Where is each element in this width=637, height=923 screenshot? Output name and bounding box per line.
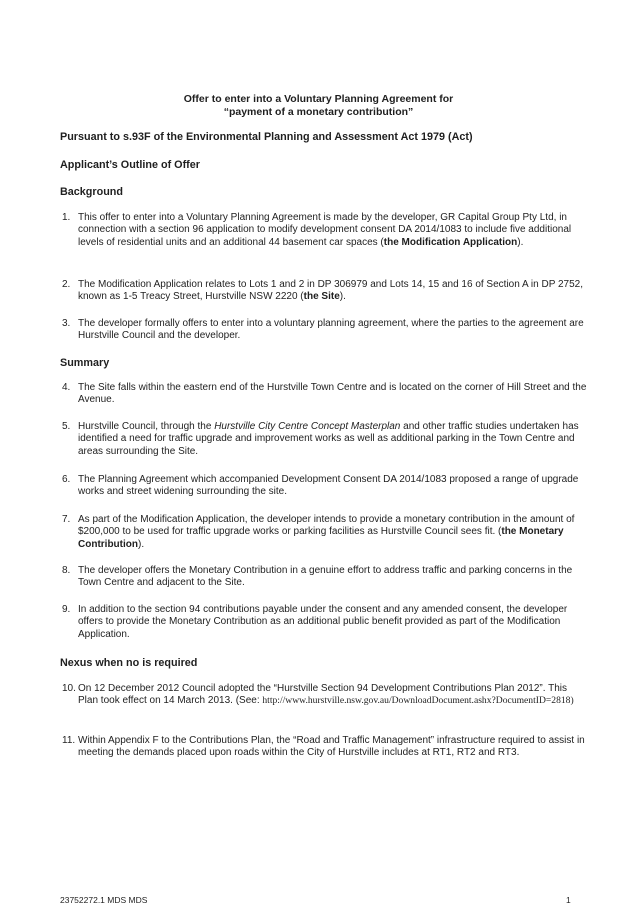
text-run: This offer to enter into a Voluntary Planning Agreement is made by the developer, GR Capital Group Pty Ltd, in connection with a section 96 application to modify development consent DA 2014/1083 to include five additional levels of residential units and an additional 44 basement car spaces ( bbox=[78, 212, 572, 248]
text-run: Within Appendix F to the Contributions Plan, the “Road and Traffic Management” infrastructure required to assist in meeting the demands placed upon roads within the City of Hurstville includes at RT1, RT2 and RT3. bbox=[78, 735, 585, 759]
paragraph-text bbox=[78, 318, 588, 343]
defined-term: the Site bbox=[303, 291, 340, 303]
defined-term: the Monetary Contribution bbox=[78, 526, 564, 550]
paragraph-text bbox=[78, 382, 588, 407]
nexus-heading: Nexus when no is required bbox=[60, 657, 198, 669]
text-run: The developer formally offers to enter into a voluntary planning agreement, where the parties to the agreement are Hurstville Council and the developer. bbox=[78, 318, 584, 342]
document-title-line-2: “payment of a monetary contribution” bbox=[223, 106, 414, 118]
footer-doc-ref: 23752272.1 MDS MDS bbox=[60, 895, 148, 905]
text-run: The Modification Application relates to Lots 1 and 2 in DP 306979 and Lots 14, 15 and 16 of Section A in DP 2752, known as 1-5 Treacy Street, Hurstville NSW 2220 ( bbox=[78, 279, 583, 303]
paragraph-text bbox=[78, 604, 588, 641]
text-run: ). bbox=[517, 236, 524, 248]
text-run: In addition to the section 94 contributions payable under the consent and any amended consent, the developer offers to provide the Monetary Contribution as an additional public benefit provided as part of the Modification Application. bbox=[78, 604, 568, 640]
text-run: The Planning Agreement which accompanied Development Consent DA 2014/1083 proposed a range of upgrade works and street widening surrounding the site. bbox=[78, 474, 579, 498]
paragraph-number: 4. bbox=[62, 382, 71, 393]
paragraph-text bbox=[78, 514, 588, 551]
paragraph-text bbox=[78, 735, 588, 760]
defined-term: the Modification Application bbox=[383, 236, 518, 248]
outline-heading: Applicant’s Outline of Offer bbox=[60, 159, 200, 171]
text-run: ). bbox=[137, 538, 145, 550]
paragraph-number: 9. bbox=[62, 604, 71, 615]
document-title-reference: Hurstville City Centre Concept Masterplan bbox=[214, 421, 401, 432]
paragraph-number: 6. bbox=[62, 474, 71, 485]
background-heading: Background bbox=[60, 186, 123, 198]
paragraph-number: 7. bbox=[62, 514, 71, 525]
paragraph-text bbox=[78, 565, 588, 590]
footer-page-number: 1 bbox=[566, 895, 571, 905]
paragraph-number: 11. bbox=[62, 735, 76, 746]
subtitle-heading: Pursuant to s.93F of the Environmental Planning and Assessment Act 1979 (Act) bbox=[60, 131, 473, 143]
text-run: On 12 December 2012 Council adopted the “Hurstville Section 94 Development Contributions Plan 2012”. This Plan took effect on 14 March 2013. (See: bbox=[78, 683, 567, 707]
document-title-line-1: Offer to enter into a Voluntary Planning Agreement for bbox=[183, 93, 454, 105]
text-run: ). bbox=[339, 291, 346, 303]
text-run: The Site falls within the eastern end of the Hurstville Town Centre and is located on the corner of Hill Street and the Avenue. bbox=[78, 382, 587, 406]
paragraph-text bbox=[78, 474, 588, 499]
text-run: Hurstville Council, through the bbox=[78, 421, 215, 432]
text-run: The developer offers the Monetary Contribution in a genuine effort to address traffic and parking concerns in the Town Centre and adjacent to the Site. bbox=[78, 565, 573, 589]
paragraph-number: 8. bbox=[62, 565, 71, 576]
paragraph-text bbox=[78, 279, 588, 304]
paragraph-text bbox=[78, 683, 588, 708]
text-run: As part of the Modification Application, the developer intends to provide a monetary contribution in the amount of $200,000 to be used for traffic upgrade works or parking facilities as Hurstville Council sees fit. ( bbox=[78, 514, 575, 538]
paragraph-text bbox=[78, 212, 588, 249]
paragraph-number: 2. bbox=[62, 279, 71, 290]
paragraph-text bbox=[78, 421, 588, 458]
text-run: and other traffic studies undertaken has identified a need for traffic upgrade and improvement works as well as additional parking in the Town Centre and areas surrounding the Site. bbox=[78, 421, 579, 457]
url-reference: http://www.hurstville.nsw.gov.au/DownloadDocument.ashx?DocumentID=2818) bbox=[262, 695, 574, 707]
paragraph-number: 10. bbox=[62, 683, 76, 694]
paragraph-number: 3. bbox=[62, 318, 71, 329]
paragraph-number: 5. bbox=[62, 421, 71, 432]
summary-heading: Summary bbox=[60, 357, 110, 369]
paragraph-number: 1. bbox=[62, 212, 71, 223]
